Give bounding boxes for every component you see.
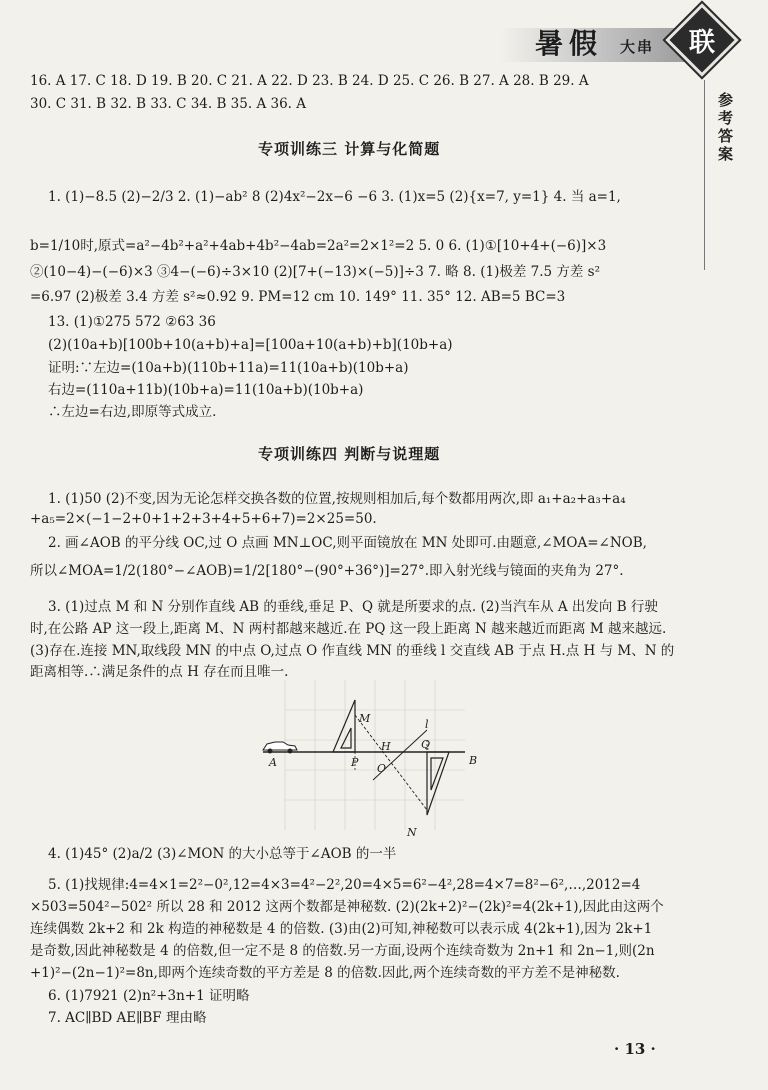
answer-line: +1)²−(2n−1)²=8n,即两个连续奇数的平方差是 8 的倍数.因此,两个连续奇数的平方差不是神秘数.: [30, 965, 620, 981]
header-title: 暑假: [535, 27, 604, 60]
label-l: l: [425, 718, 429, 731]
section-heading: 专项训练三 计算与化简题: [258, 140, 441, 158]
label-h: H: [381, 740, 391, 753]
set-square-m: [333, 700, 355, 752]
badge-text: 联: [688, 27, 715, 58]
answer-line: ×503=504²−502² 所以 28 和 2012 这两个数都是神秘数. (2)(2k+2)²−(2k)²=4(2k+1),因此由这两个: [30, 899, 664, 915]
answer-line: 1. (1)−8.5 (2)−2/3 2. (1)−ab² 8 (2)4x²−2x−6 −6 3. (1)x=5 (2){x=7, y=1} 4. 当 a=1,: [48, 189, 621, 205]
label-b: B: [469, 754, 478, 767]
answer-line: 所以∠MOA=1/2(180°−∠AOB)=1/2[180°−(90°+36°)]=27°.即入射光线与镜面的夹角为 27°.: [30, 563, 624, 579]
answer-line: 13. (1)①275 572 ②63 36: [48, 314, 216, 330]
answer-line: b=1/10时,原式=a²−4b²+a²+4ab+4b²−4ab=2a²=2×1²=2 5. 0 6. (1)①[10+4+(−6)]×3: [30, 238, 607, 254]
set-square-n: [427, 752, 449, 815]
answer-line: (3)存在.连接 MN,取线段 MN 的中点 O,过点 O 作直线 MN 的垂线 l 交直线 AB 于点 H.点 H 与 M、N 的: [30, 643, 675, 659]
answer-line: ②(10−4)−(−6)×3 ③4−(−6)÷3×10 (2)[7+(−13)×(−5)]÷3 7. 略 8. (1)极差 7.5 方差 s²: [30, 264, 601, 280]
answer-line: +a₅=2×(−1−2+0+1+2+3+4+5+6+7)=2×25=50.: [30, 511, 377, 527]
answer-line: ∴左边=右边,即原等式成立.: [48, 404, 217, 420]
section-heading: 专项训练四 判断与说理题: [258, 445, 441, 463]
label-q: Q: [421, 738, 431, 751]
answer-line: =6.97 (2)极差 3.4 方差 s²≈0.92 9. PM=12 cm 10. 149° 11. 35° 12. AB=5 BC=3: [30, 289, 566, 305]
label-a: A: [269, 756, 277, 769]
answer-line: 30. C 31. B 32. B 33. C 34. B 35. A 36. A: [30, 96, 306, 112]
answer-line: 7. AC∥BD AE∥BF 理由略: [48, 1010, 207, 1026]
page-number: · 13 ·: [614, 1040, 656, 1058]
answer-line: 6. (1)7921 (2)n²+3n+1 证明略: [48, 988, 250, 1004]
answer-line: 是奇数,因此神秘数是 4 的倍数,但一定不是 8 的倍数.另一方面,设两个连续奇数为 2n+1 和 2n−1,则(2n: [30, 943, 655, 959]
answer-line: 2. 画∠AOB 的平分线 OC,过 O 点画 MN⊥OC,则平面镜放在 MN 处即可.由题意,∠MOA=∠NOB,: [48, 535, 647, 551]
answer-line: (2)(10a+b)[100b+10(a+b)+a]=[100a+10(a+b)+b](10b+a): [48, 337, 453, 353]
geometry-figure: [255, 670, 485, 840]
answer-line: 距离相等.∴满足条件的点 H 存在而且唯一.: [30, 664, 289, 680]
label-p: P: [351, 756, 359, 769]
answer-line: 3. (1)过点 M 和 N 分别作直线 AB 的垂线,垂足 P、Q 就是所要求的点. (2)当汽车从 A 出发向 B 行驶: [48, 599, 658, 615]
answer-line: 右边=(110a+11b)(10b+a)=11(10a+b)(10b+a): [48, 382, 364, 398]
label-o: O: [377, 762, 387, 775]
answer-line: 时,在公路 AP 这一段上,距离 M、N 两村都越来越近.在 PQ 这一段上距离 N 越来越近而距离 M 越来越远.: [30, 621, 667, 637]
grid-lines: [285, 680, 465, 830]
answer-line: 连续偶数 2k+2 和 2k 构造的神秘数是 4 的倍数. (3)由(2)可知,神秘数可以表示成 4(2k+1),因为 2k+1: [30, 921, 653, 937]
answer-line: 16. A 17. C 18. D 19. B 20. C 21. A 22. D 23. B 24. D 25. C 26. B 27. A 28. B 29. A: [30, 73, 589, 89]
answer-line: 5. (1)找规律:4=4×1=2²−0²,12=4×3=4²−2²,20=4×5=6²−4²,28=4×7=8²−6²,…,2012=4: [48, 877, 641, 893]
header-subtitle: 大串: [620, 38, 655, 56]
segment-mn: [355, 715, 427, 810]
answer-line: 1. (1)50 (2)不变,因为无论怎样交换各数的位置,按规则相加后,每个数都用两次,即 a₁+a₂+a₃+a₄: [48, 491, 626, 507]
side-tab: 参考答案: [716, 92, 734, 164]
answer-line: 4. (1)45° (2)a/2 (3)∠MON 的大小总等于∠AOB 的一半: [48, 846, 397, 862]
label-n: N: [407, 826, 417, 839]
label-m: M: [359, 712, 371, 725]
side-divider: [704, 80, 705, 270]
answer-line: 证明:∵左边=(10a+b)(110b+11a)=11(10a+b)(10b+a): [48, 360, 409, 376]
